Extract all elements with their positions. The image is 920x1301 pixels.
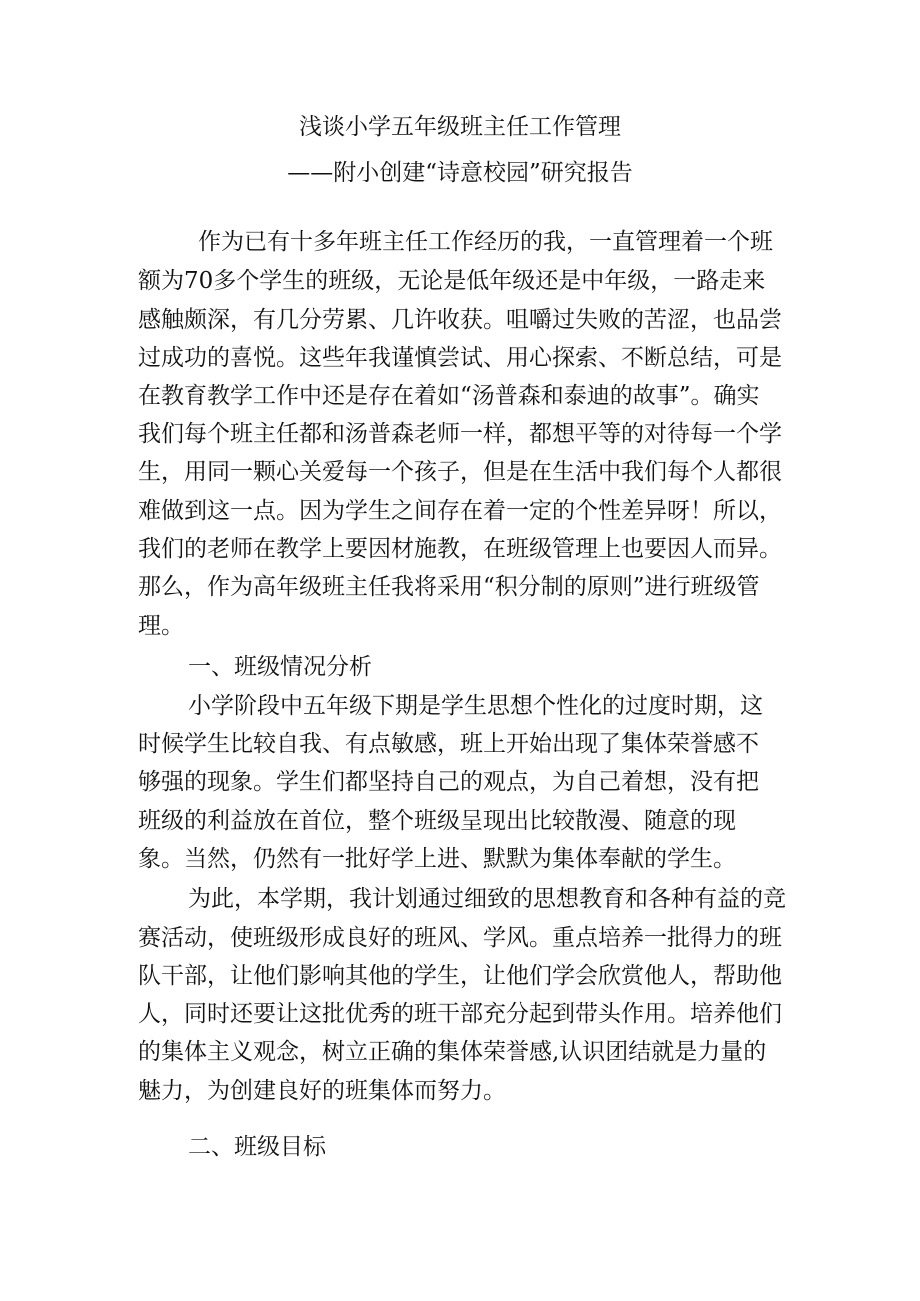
section-heading: 一、班级情况分析 bbox=[188, 654, 372, 680]
paragraph-3-line: 魅力，为创建良好的班集体而努力。 bbox=[138, 1078, 506, 1104]
paragraph-2-line: 够强的现象。学生们都坚持自己的观点，为自己着想，没有把 bbox=[138, 769, 759, 795]
paragraph-1-line: 作为已有十多年班主任工作经历的我，一直管理着一个班 bbox=[198, 229, 773, 255]
paragraph-1-line: 难做到这一点。因为学生之间存在着一定的个性差异呀！所以， bbox=[138, 498, 782, 524]
document-subtitle: ——附小创建“诗意校园”研究报告 bbox=[287, 160, 633, 186]
paragraph-3-line: 赛活动，使班级形成良好的班风、学风。重点培养一批得力的班 bbox=[138, 925, 782, 951]
section-heading: 二、班级目标 bbox=[188, 1134, 326, 1160]
paragraph-3-line: 为此，本学期，我计划通过细致的思想教育和各种有益的竞 bbox=[188, 886, 786, 912]
paragraph-3-line: 的集体主义观念，树立正确的集体荣誉感,认识团结就是力量的 bbox=[138, 1039, 767, 1065]
paragraph-2-line: 小学阶段中五年级下期是学生思想个性化的过度时期，这 bbox=[188, 693, 763, 719]
paragraph-2-line: 班级的利益放在首位，整个班级呈现出比较散漫、随意的现 bbox=[138, 808, 736, 834]
paragraph-1-line: 生，用同一颗心关爱每一个孩子，但是在生活中我们每个人都很 bbox=[138, 459, 782, 485]
paragraph-2-line: 时候学生比较自我、有点敏感，班上开始出现了集体荣誉感不 bbox=[138, 731, 759, 757]
paragraph-1-line: 在教育教学工作中还是存在着如“汤普森和泰迪的故事”。确实 bbox=[138, 383, 760, 409]
paragraph-3-line: 人，同时还要让这批优秀的班干部充分起到带头作用。培养他们 bbox=[138, 1001, 782, 1027]
paragraph-1-line: 感触颇深，有几分劳累、几许收获。咀嚼过失败的苦涩，也品尝 bbox=[138, 307, 782, 333]
paragraph-2-line: 象。当然，仍然有一批好学上进、默默为集体奉献的学生。 bbox=[138, 846, 736, 872]
paragraph-1-line: 那么，作为高年级班主任我将采用“积分制的原则”进行班级管 bbox=[138, 574, 760, 600]
document-title: 浅谈小学五年级班主任工作管理 bbox=[299, 114, 621, 140]
paragraph-3-line: 队干部，让他们影响其他的学生，让他们学会欣赏他人，帮助他 bbox=[138, 963, 782, 989]
paragraph-1-line: 额为70多个学生的班级，无论是低年级还是中年级，一路走来 bbox=[138, 268, 766, 294]
paragraph-1-line: 我们的老师在教学上要因材施教，在班级管理上也要因人而异。 bbox=[138, 536, 782, 562]
paragraph-1-line: 我们每个班主任都和汤普森老师一样，都想平等的对待每一个学 bbox=[138, 421, 782, 447]
paragraph-1-line: 理。 bbox=[138, 613, 184, 639]
paragraph-1-line: 过成功的喜悦。这些年我谨慎尝试、用心探索、不断总结，可是 bbox=[138, 345, 782, 371]
